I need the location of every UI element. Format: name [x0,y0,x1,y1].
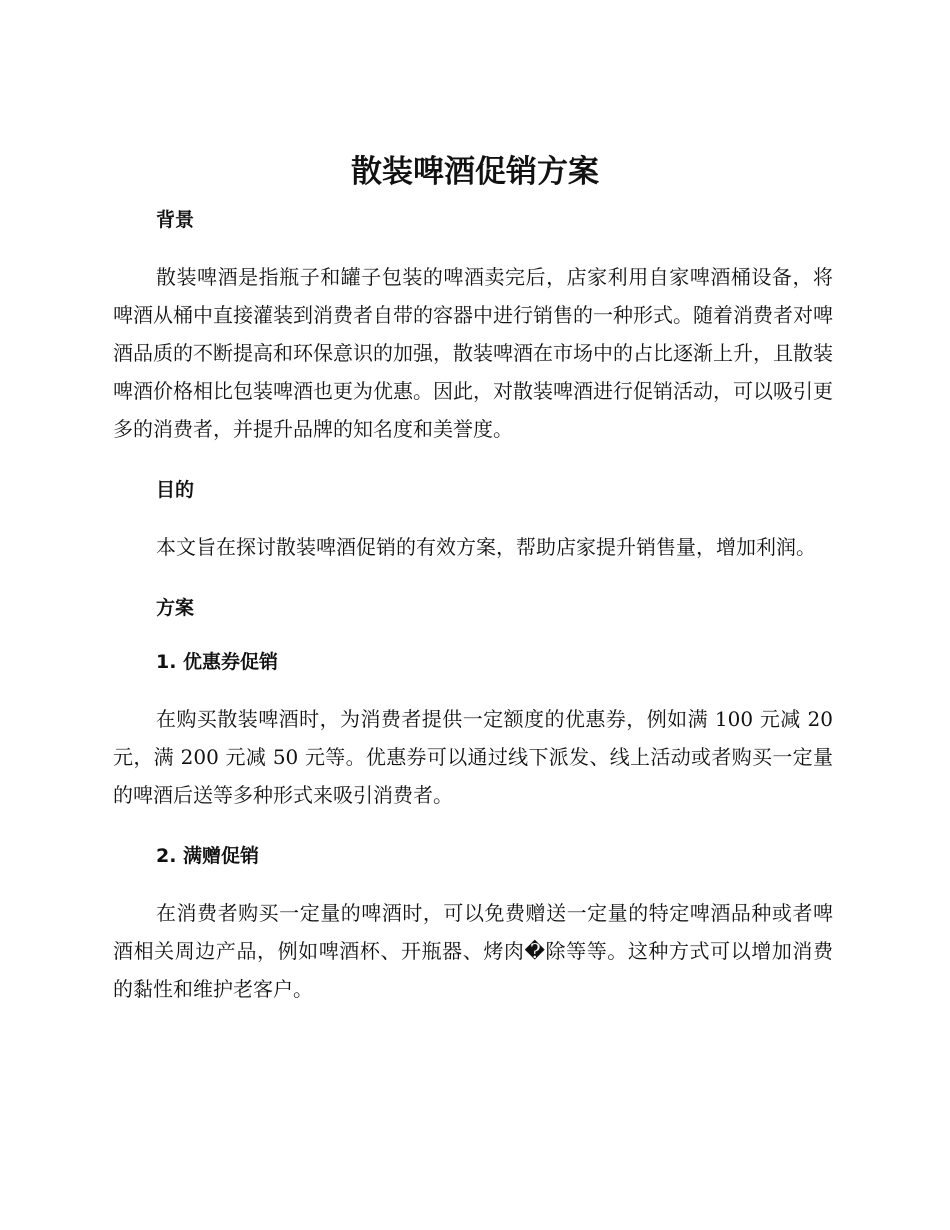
paragraph-purpose: 本文旨在探讨散装啤酒促销的有效方案，帮助店家提升销售量，增加利润。 [156,535,816,559]
section-heading-purpose: 目的 [156,479,195,501]
document-title: 散装啤酒促销方案 [351,154,599,190]
subsection-heading-gift: 2. 满赠促销 [156,845,260,867]
subsection-heading-coupon: 1. 优惠券促销 [156,651,279,673]
section-heading-background: 背景 [156,209,195,231]
paragraph-gift: 在消费者购买一定量的啤酒时，可以免费赠送一定量的特定啤酒品种或者啤酒相关周边产品，例如啤酒杯、开瓶器、烤肉�除等等。这种方式可以增加消费的黏性和维护老客户。 [113,901,833,1001]
paragraph-coupon: 在购买散装啤酒时，为消费者提供一定额度的优惠券，例如满 100 元减 20 元，满 200 元减 50 元等。优惠券可以通过线下派发、线上活动或者购买一定量的啤酒后送等多种形式来吸引消费者。 [113,707,833,807]
document-body [113,204,833,1008]
section-heading-plan: 方案 [156,597,195,619]
paragraph-background: 散装啤酒是指瓶子和罐子包装的啤酒卖完后，店家利用自家啤酒桶设备，将啤酒从桶中直接灌装到消费者自带的容器中进行销售的一种形式。随着消费者对啤酒品质的不断提高和环保意识的加强，散装啤酒在市场中的占比逐渐上升，且散装啤酒价格相比包装啤酒也更为优惠。因此，对散装啤酒进行促销活动，可以吸引更多的消费者，并提升品牌的知名度和美誉度。 [113,265,833,441]
